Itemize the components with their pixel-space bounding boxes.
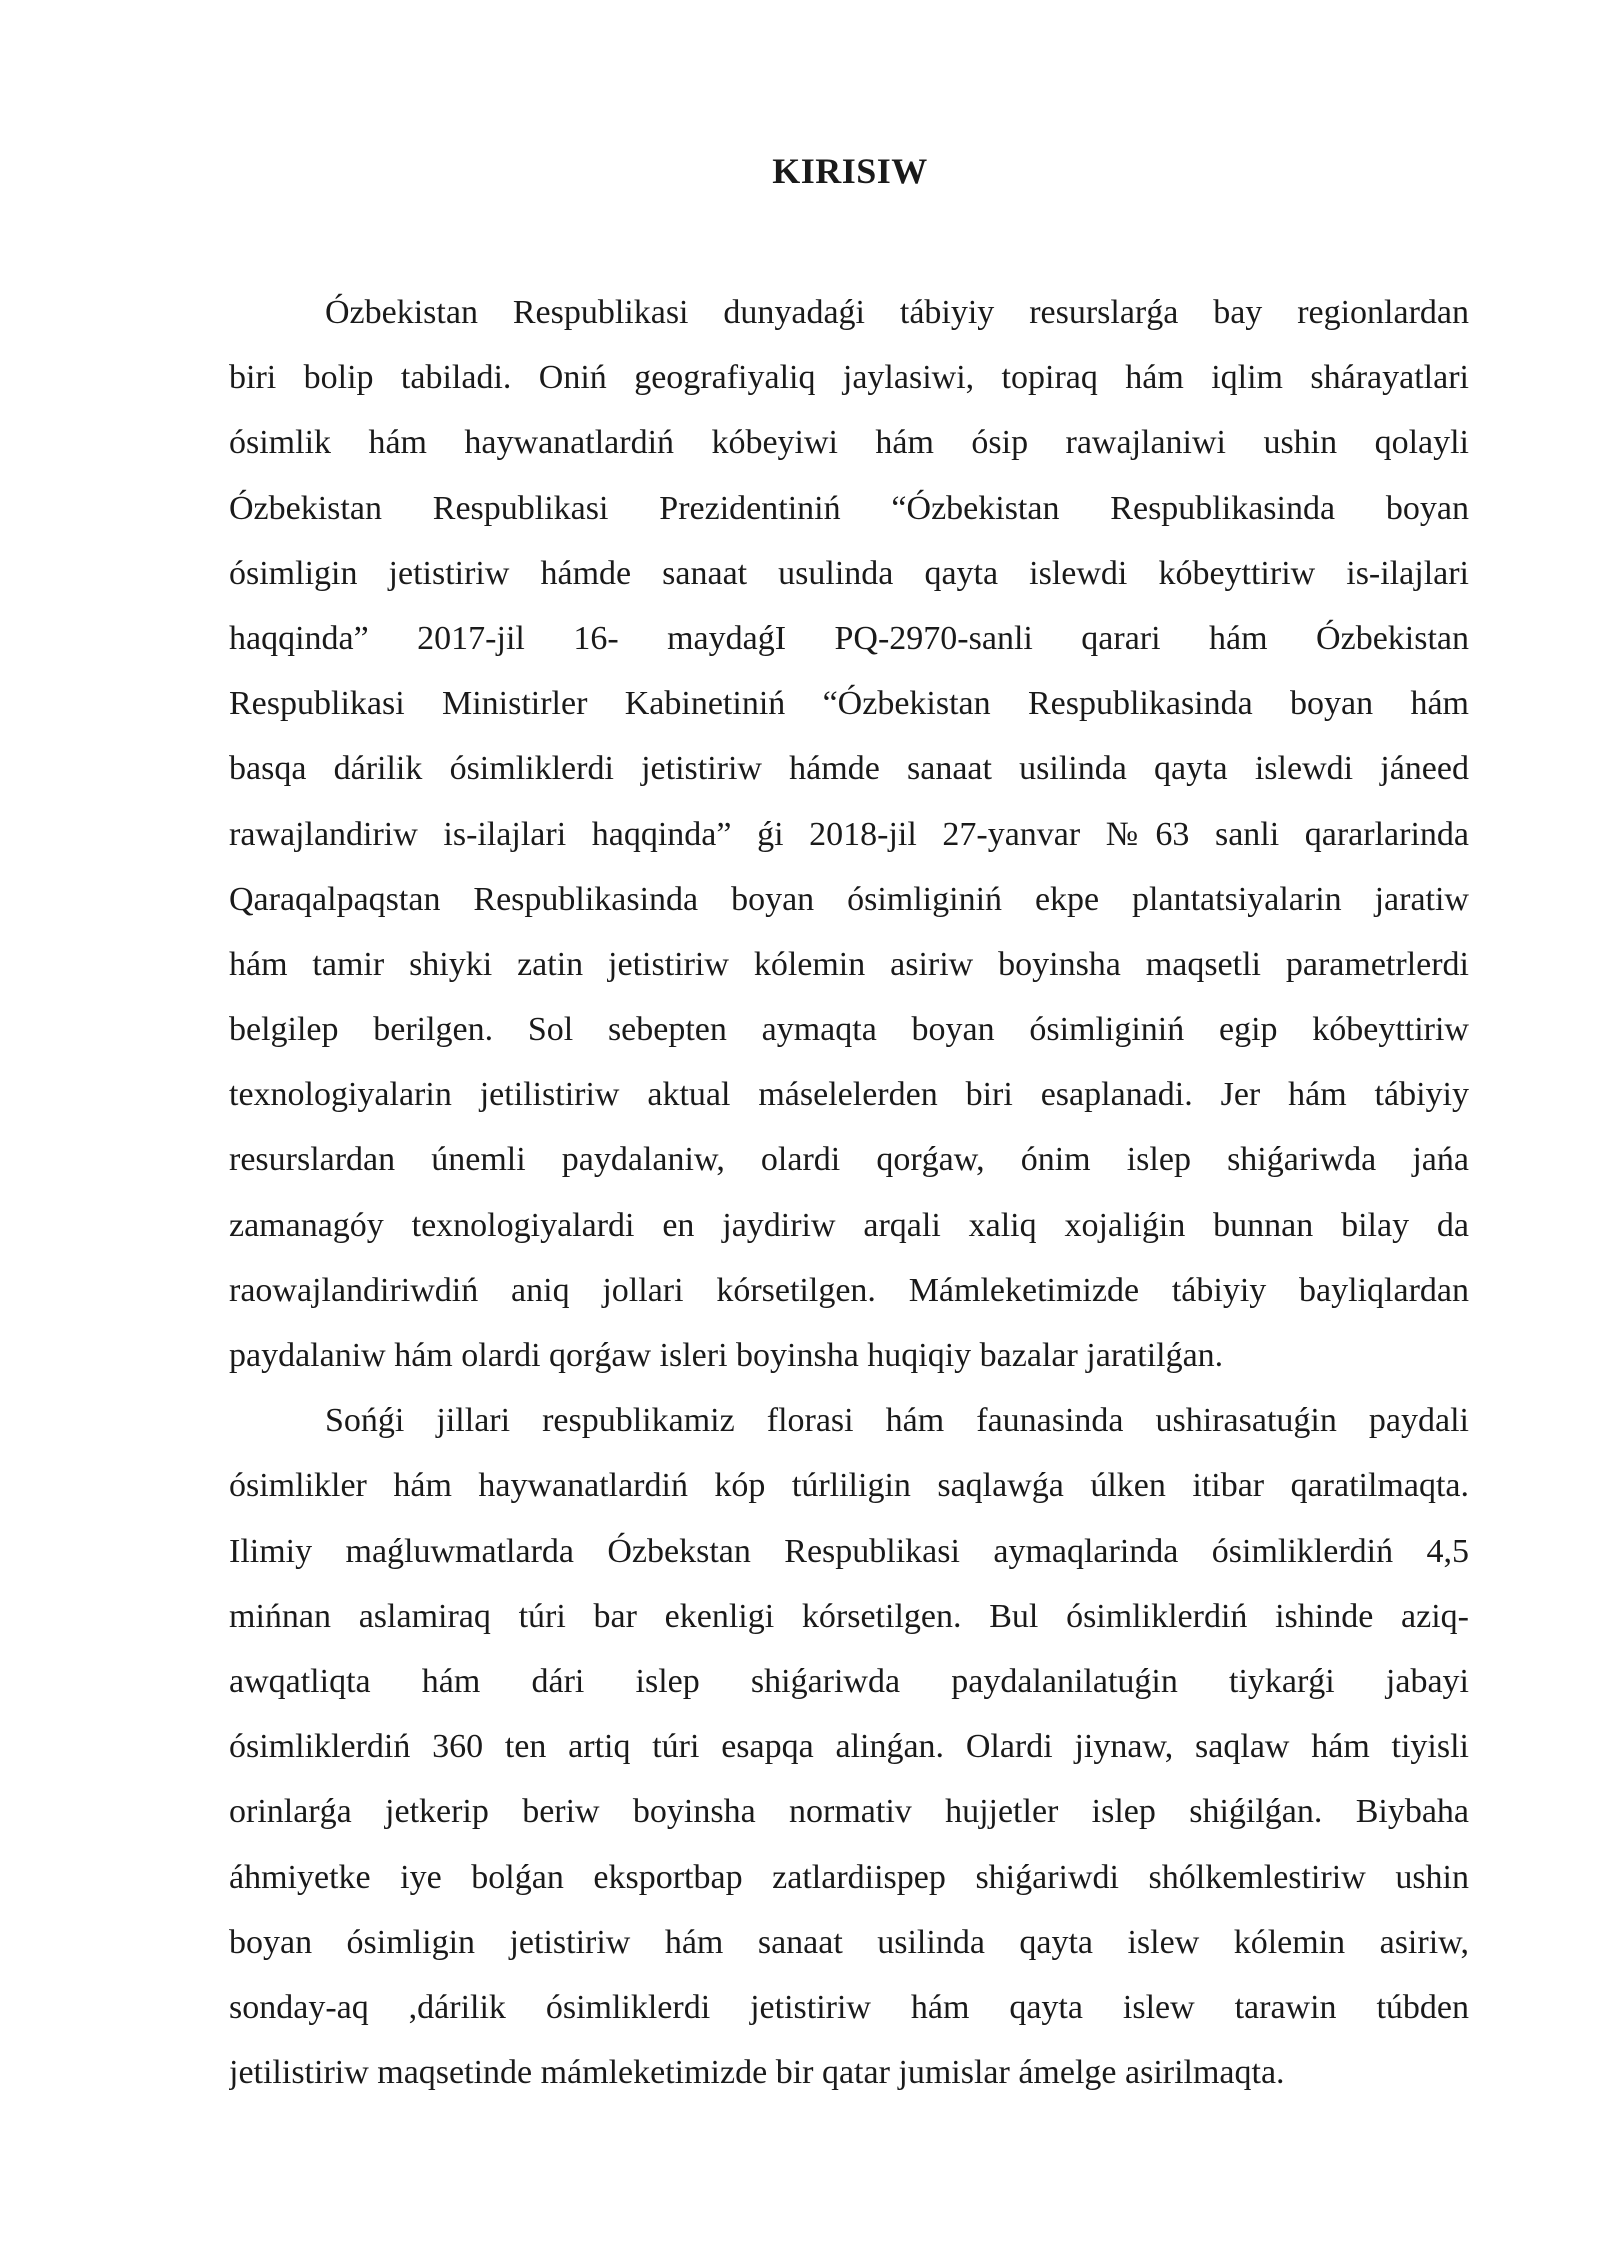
document-title: KIRISIW [772,151,928,191]
text-line: Sońǵi jillari respublikamiz florasi hám faunasinda ushirasatuǵin paydali [325,1402,1469,1440]
paragraph-2 [229,1388,1469,2105]
text-line: basqa dárilik ósimliklerdi jetistiriw hámde sanaat usilinda qayta islewdi jáneed [229,750,1469,788]
text-line: raowajlandiriwdiń aniq jollari kórsetilgen. Mámleketimizde tábiyiy bayliqlardan [229,1271,1469,1309]
text-line: Ilimiy maǵluwmatlarda Ózbekstan Respublikasi aymaqlarinda ósimliklerdiń 4,5 [229,1532,1469,1570]
text-line: awqatliqta hám dári islep shiǵariwda paydalanilatuǵin tiykarǵi jabayi [229,1662,1469,1700]
text-line: ósimligin jetistiriw hámde sanaat usulinda qayta islewdi kóbeyttiriw is-ilajlari [229,554,1469,592]
text-line: zamanagóy texnologiyalardi en jaydiriw arqali xaliq xojaliǵin bunnan bilay da [229,1206,1469,1244]
text-line: jetilistiriw maqsetinde mámleketimizde bir qatar jumislar ámelge asirilmaqta. [229,2054,1285,2092]
text-line: ósimlik hám haywanatlardiń kóbeyiwi hám ósip rawajlaniwi ushin qolayli [229,424,1469,462]
document-body [229,280,1469,2105]
text-line: ósimlikler hám haywanatlardiń kóp túrliligin saqlawǵa úlken itibar qaratilmaqta. [229,1467,1469,1505]
text-line: biri bolip tabiladi. Oniń geografiyaliq jaylasiwi, topiraq hám iqlim shárayatlari [229,359,1469,397]
text-line: mińnan aslamiraq túri bar ekenligi kórsetilgen. Bul ósimliklerdiń ishinde aziq- [229,1597,1469,1635]
text-line: sonday-aq ,dárilik ósimliklerdi jetistiriw hám qayta islew tarawin túbden [229,1988,1469,2026]
text-line: belgilep berilgen. Sol sebepten aymaqta boyan ósimliginiń egip kóbeyttiriw [229,1011,1469,1049]
text-line: texnologiyalarin jetilistiriw aktual máselelerden biri esaplanadi. Jer hám tábiyiy [229,1076,1469,1114]
text-line: orinlarǵa jetkerip beriw boyinsha normativ hujjetler islep shiǵilǵan. Biybaha [229,1793,1469,1831]
text-line: rawajlandiriw is-ilajlari haqqinda” ǵi 2018-jil 27-yanvar №63 sanli qararlarinda [229,815,1469,853]
text-line: haqqinda” 2017-jil 16- maydaǵI PQ-2970-sanli qarari hám Ózbekistan [229,619,1469,657]
text-line: paydalaniw hám olardi qorǵaw isleri boyinsha huqiqiy bazalar jaratilǵan. [229,1337,1224,1374]
text-line: hám tamir shiyki zatin jetistiriw kólemin asiriw boyinsha maqsetli parametrlerdi [229,945,1469,983]
text-line: Ózbekistan Respublikasi Prezidentiniń “Ózbekistan Respublikasinda boyan [229,489,1469,527]
text-line: Qaraqalpaqstan Respublikasinda boyan ósimliginiń ekpe plantatsiyalarin jaratiw [229,880,1469,918]
paragraph-1 [229,280,1469,1388]
text-line: Respublikasi Ministirler Kabinetiniń “Ózbekistan Respublikasinda boyan hám [229,685,1469,723]
text-line: ósimliklerdiń 360 ten artiq túri esapqa alinǵan. Olardi jiynaw, saqlaw hám tiyisli [229,1728,1469,1766]
text-line: boyan ósimligin jetistiriw hám sanaat usilinda qayta islew kólemin asiriw, [229,1923,1469,1961]
text-line: áhmiyetke iye bolǵan eksportbap zatlardiispep shiǵariwdi shólkemlestiriw ushin [229,1858,1469,1896]
text-line: resurslardan únemli paydalaniw, olardi qorǵaw, ónim islep shiǵariwda jańa [229,1141,1469,1179]
text-line: Ózbekistan Respublikasi dunyadaǵi tábiyiy resurslarǵa bay regionlardan [325,294,1469,331]
